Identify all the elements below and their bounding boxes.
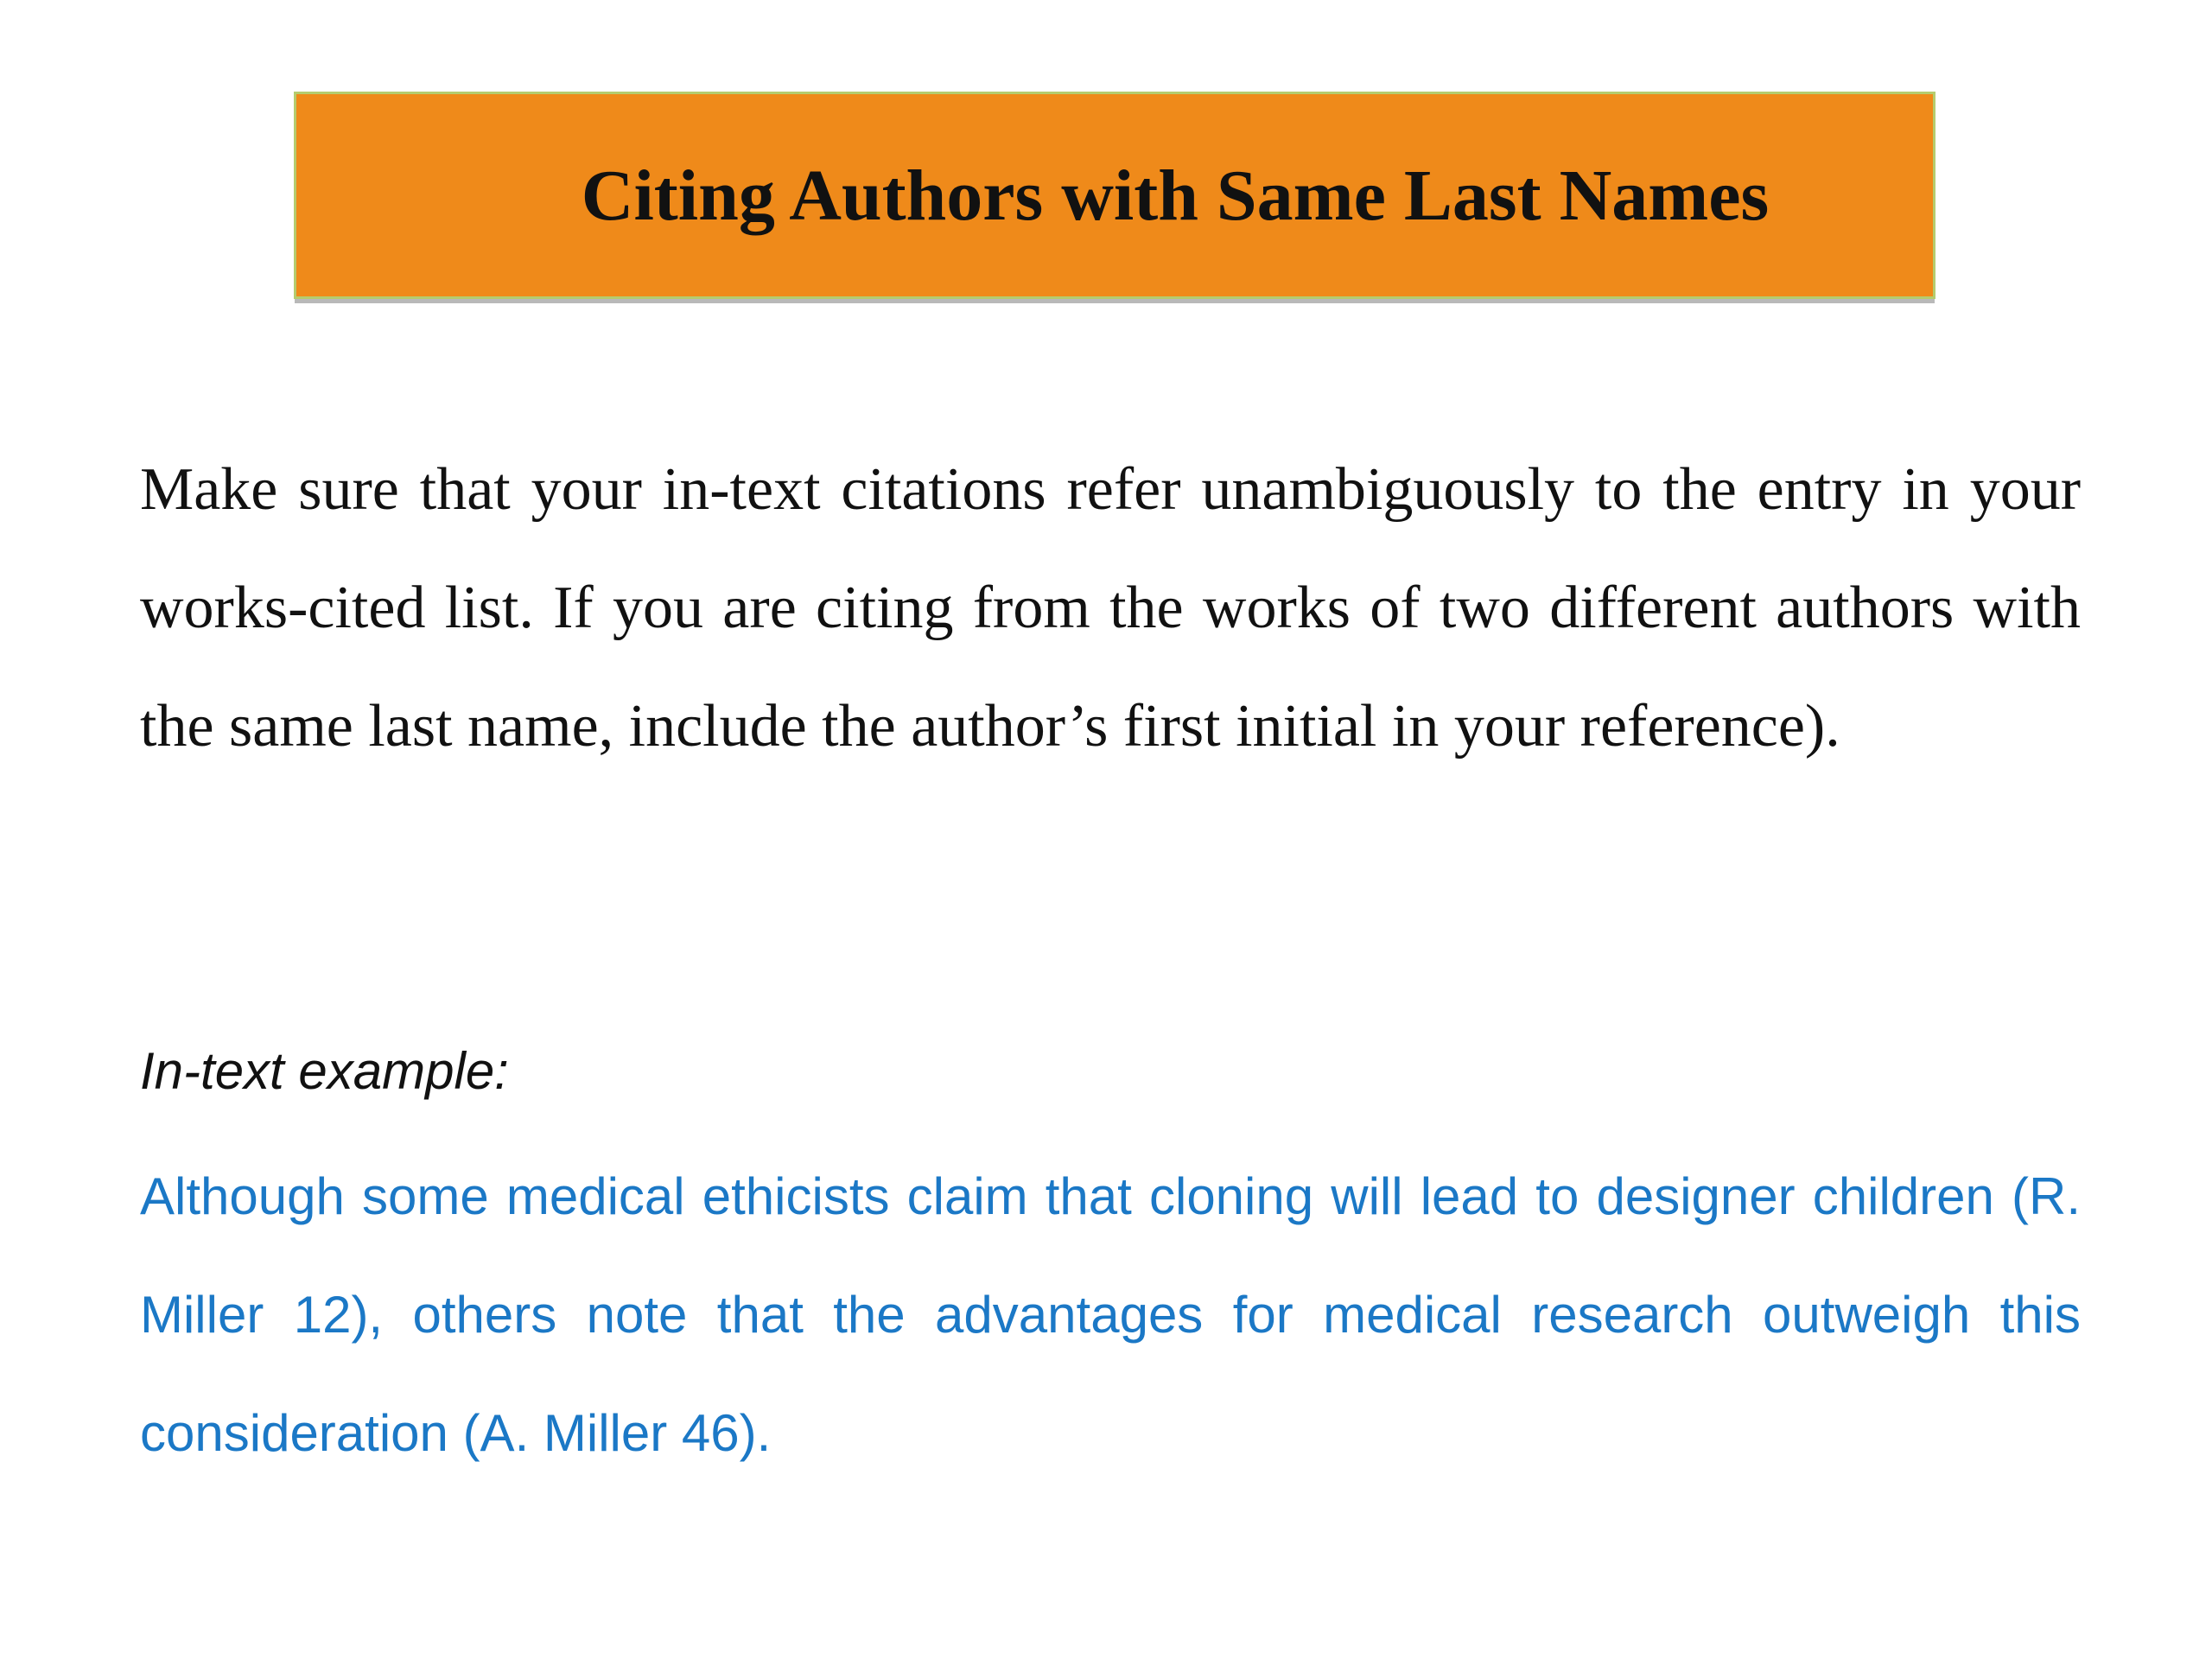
example-paragraph: Although some medical ethicists claim that cloning will lead to designer children (R. Miller 12), others note that the advantages for medical research outweigh this consideration (A. Miller 46).: [140, 1167, 2081, 1462]
slide-title: Citing Authors with Same Last Names: [581, 155, 1770, 236]
body-paragraph: Make sure that your in-text citations refer unambiguously to the entry in your works-cited list. If you are citing from the works of two different authors with the same last name, include the author’s first initial in your reference).: [140, 456, 2081, 760]
example-label: In-text example:: [140, 1042, 509, 1100]
title-banner: [294, 92, 1936, 299]
